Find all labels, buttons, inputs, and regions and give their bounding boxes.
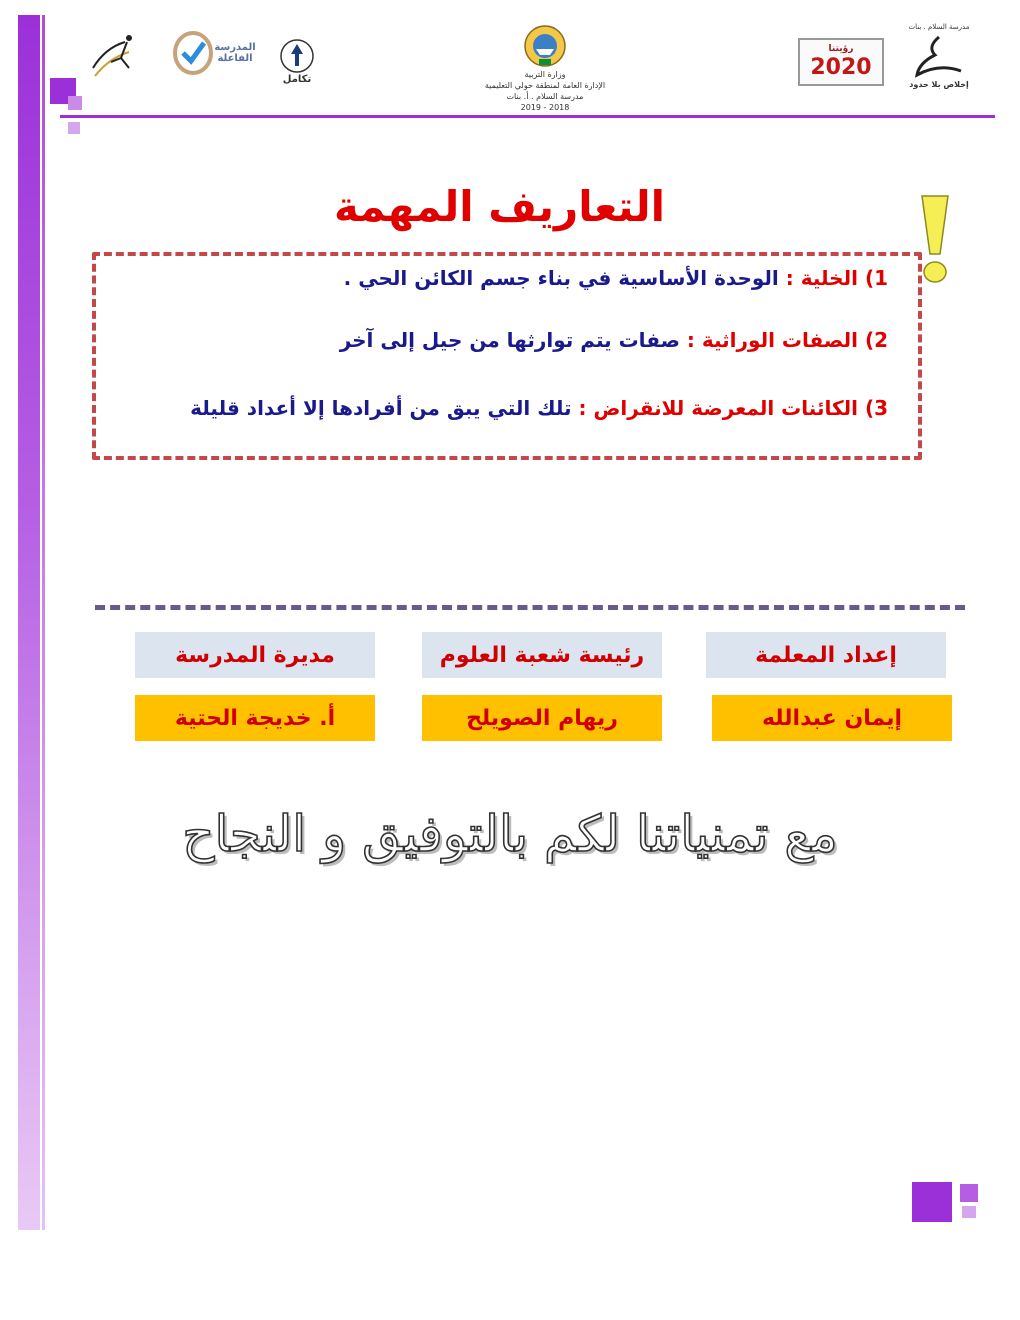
definition-number: 3)	[864, 396, 888, 420]
checkmark-emblem-icon	[173, 31, 213, 75]
definition-text: الوحدة الأساسية في بناء جسم الكائن الحي .	[343, 266, 779, 290]
definition-3	[190, 396, 888, 420]
definition-term: الخلية :	[785, 266, 858, 290]
name-principal: أ. خديجة الحتية	[135, 695, 375, 741]
role-principal: مديرة المدرسة	[135, 632, 375, 678]
decor-square-bottom-tiny	[962, 1206, 976, 1218]
definitions-box	[92, 252, 922, 460]
definition-term: الكائنات المعرضة للانقراض :	[578, 396, 858, 420]
ministry-line-1: وزارة التربية	[524, 70, 566, 79]
left-decorative-bar	[18, 15, 40, 1230]
definition-2	[340, 328, 888, 352]
exclamation-icon	[918, 192, 952, 290]
runner-icon	[85, 28, 145, 88]
definition-text: تلك التي يبق من أفرادها إلا أعداد قليلة	[190, 396, 572, 420]
salam-school-logo	[900, 16, 978, 96]
ministry-line-4: 2018 - 2019	[520, 103, 570, 112]
sport-logo	[85, 28, 145, 88]
decor-square-small	[68, 96, 82, 110]
name-teacher: إيمان عبدالله	[712, 695, 952, 741]
role-science-head: رئيسة شعبة العلوم	[422, 632, 662, 678]
section-separator	[95, 605, 965, 610]
ministry-emblem	[470, 18, 620, 118]
brush-figure-icon	[909, 33, 969, 79]
takamul-text: تكامل	[282, 73, 312, 85]
effective-school-logo	[170, 28, 260, 78]
vision-2020-logo	[798, 38, 884, 86]
decor-square-bottom-small	[960, 1184, 978, 1202]
definition-1	[344, 266, 888, 290]
salam-school-caption: إخلاص بلا حدود	[909, 80, 969, 89]
salam-school-top-text: مدرسة السلام . بنات	[908, 23, 970, 31]
effective-school-text: المدرسة الفاعلة	[214, 42, 256, 64]
left-decorative-line	[42, 15, 45, 1230]
definition-number: 2)	[864, 328, 888, 352]
definition-text: صفات يتم توارثها من جيل إلى آخر	[339, 328, 680, 352]
definition-term: الصفات الوراثية :	[686, 328, 858, 352]
ministry-line-2: الإدارة العامة لمنطقة حولي التعليمية	[484, 81, 606, 90]
page-title: التعاريف المهمة	[333, 182, 665, 231]
definition-number: 1)	[864, 266, 888, 290]
name-science-head: ريهام الصويلح	[422, 695, 662, 741]
kuwait-emblem-icon	[522, 23, 568, 69]
closing-wish: مع تمنياتنا لكم بالتوفيق و النجاح	[182, 805, 838, 863]
arrow-emblem-icon	[279, 38, 315, 74]
vision-year: 2020	[810, 55, 872, 80]
vision-word: رؤيتنا	[828, 44, 854, 54]
role-teacher: إعداد المعلمة	[706, 632, 946, 678]
takamul-logo	[273, 30, 321, 92]
decor-square-bottom-large	[912, 1182, 952, 1222]
ministry-line-3: مدرسة السلام . أ. بنات	[506, 92, 584, 101]
decor-square-tiny	[68, 122, 80, 134]
